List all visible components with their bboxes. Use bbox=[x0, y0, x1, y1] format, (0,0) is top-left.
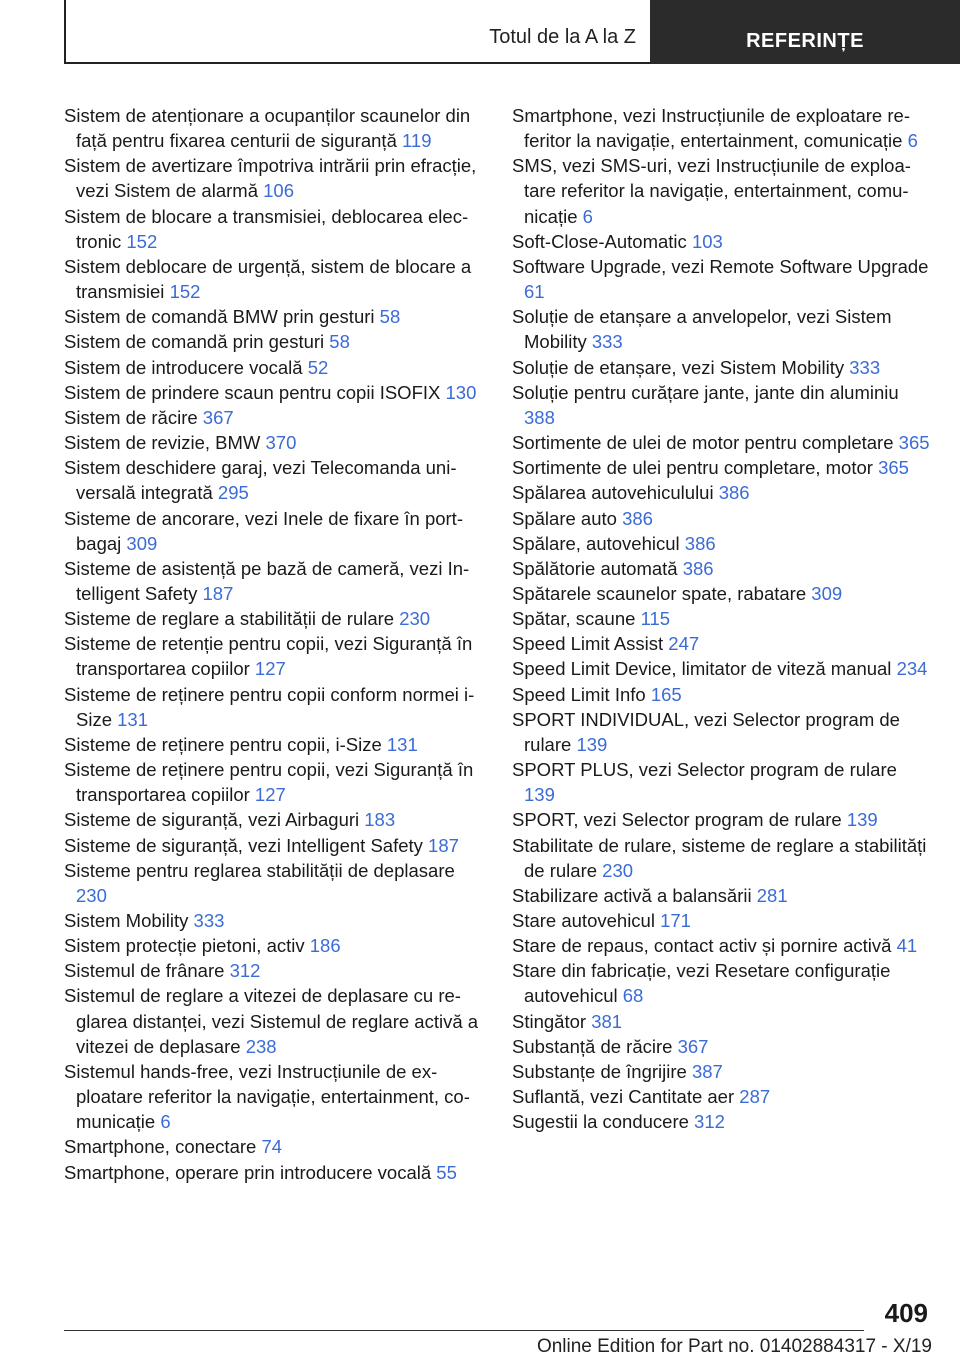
index-entry bbox=[64, 304, 484, 329]
page-reference-link[interactable]: 41 bbox=[896, 935, 918, 957]
page-reference-link[interactable]: 238 bbox=[245, 1035, 277, 1057]
page-reference-link[interactable]: 186 bbox=[309, 935, 341, 957]
page-reference-link[interactable]: 309 bbox=[126, 532, 158, 554]
index-term: Sisteme de reținere pentru copii, i-Size bbox=[64, 733, 382, 755]
index-entry bbox=[512, 682, 930, 707]
page-reference-link[interactable]: 61 bbox=[524, 281, 545, 303]
index-term: Sistem de atenționare a ocupanților scaunelor din față pentru fixarea centurii de siguranță bbox=[64, 105, 471, 152]
index-term: Sisteme de reglare a stabilității de rulare bbox=[64, 608, 395, 630]
page-reference-link[interactable]: 152 bbox=[126, 230, 158, 252]
page-reference-link[interactable]: 130 bbox=[445, 381, 477, 403]
index-term: Substanțe de îngrijire bbox=[512, 1060, 687, 1082]
index-entry bbox=[512, 807, 930, 832]
index-entry bbox=[512, 1009, 930, 1034]
index-entry bbox=[512, 355, 930, 380]
index-entry bbox=[64, 506, 484, 556]
page-reference-link[interactable]: 187 bbox=[428, 834, 459, 856]
index-entry bbox=[64, 606, 484, 631]
index-entry bbox=[512, 1034, 930, 1059]
index-entry bbox=[512, 933, 930, 958]
page-reference-link[interactable]: 6 bbox=[582, 205, 593, 227]
index-entry bbox=[64, 355, 484, 380]
index-entry bbox=[64, 757, 484, 807]
index-term: Sisteme pentru reglarea stabilității de deplasare bbox=[64, 859, 455, 881]
index-entry bbox=[64, 908, 484, 933]
page-reference-link[interactable]: 230 bbox=[602, 859, 634, 881]
page-reference-link[interactable]: 187 bbox=[202, 582, 234, 604]
index-entry bbox=[64, 380, 484, 405]
footer-edition: Online Edition for Part no. 01402884317 - X/19 bbox=[536, 1336, 932, 1357]
page-reference-link[interactable]: 139 bbox=[524, 784, 555, 806]
page-reference-link[interactable]: 74 bbox=[261, 1136, 283, 1158]
page-reference-link[interactable]: 387 bbox=[691, 1060, 723, 1082]
page-reference-link[interactable]: 370 bbox=[265, 432, 297, 454]
index-entry bbox=[512, 430, 930, 455]
page-reference-link[interactable]: 333 bbox=[591, 331, 623, 353]
page-reference-link[interactable]: 230 bbox=[399, 608, 431, 630]
index-term: Speed Limit Device, limitator de viteză manual bbox=[512, 658, 892, 680]
page-reference-link[interactable]: 106 bbox=[263, 180, 294, 202]
header-rule-left bbox=[64, 0, 66, 64]
page-reference-link[interactable]: 281 bbox=[756, 884, 788, 906]
index-entry bbox=[512, 506, 930, 531]
page-reference-link[interactable]: 103 bbox=[691, 230, 723, 252]
page-reference-link[interactable]: 386 bbox=[682, 557, 714, 579]
index-entry bbox=[512, 833, 930, 883]
index-entry bbox=[512, 908, 930, 933]
index-term: Sisteme de retenție pentru copii, vezi Siguranță în transportarea copiilor bbox=[64, 633, 473, 680]
index-term: Smartphone, conectare bbox=[64, 1136, 257, 1158]
index-entry bbox=[64, 958, 484, 983]
index-term: Stingător bbox=[512, 1010, 587, 1032]
index-entry bbox=[512, 103, 930, 153]
index-term: SPORT PLUS, vezi Selector program de rulare bbox=[512, 759, 897, 781]
page-reference-link[interactable]: 171 bbox=[660, 910, 691, 931]
index-term: Sistem de comandă prin gesturi bbox=[64, 331, 325, 353]
index-term: Smartphone, operare prin introducere vocală bbox=[64, 1161, 432, 1183]
index-term: Suflantă, vezi Cantitate aer bbox=[512, 1086, 735, 1108]
index-term: SPORT INDIVIDUAL, vezi Selector program de rulare bbox=[512, 708, 900, 755]
chapter-tab bbox=[650, 0, 960, 64]
index-term: Soft-Close-Automatic bbox=[512, 230, 687, 252]
index-entry bbox=[64, 1059, 484, 1134]
section-title: Totul de la A la Z bbox=[489, 26, 636, 48]
index-term: Soluție pentru curățare jante, jante din aluminiu bbox=[512, 381, 899, 403]
page-reference-link[interactable]: 131 bbox=[386, 733, 418, 755]
index-term: Sistem de comandă BMW prin gesturi bbox=[64, 306, 375, 328]
index-entry bbox=[512, 556, 930, 581]
index-term: Sistem Mobility bbox=[64, 910, 189, 931]
index-entry bbox=[512, 1084, 930, 1109]
page-reference-link[interactable]: 295 bbox=[217, 482, 249, 504]
index-term: Spălătorie automată bbox=[512, 557, 678, 579]
index-term: Spătar, scaune bbox=[512, 608, 636, 630]
index-entry bbox=[512, 480, 930, 505]
index-term: Spălare auto bbox=[512, 507, 617, 529]
index-entry bbox=[512, 707, 930, 757]
index-entry bbox=[64, 807, 484, 832]
page-reference-link[interactable]: 287 bbox=[739, 1086, 771, 1108]
index-term: Sistem protecție pietoni, activ bbox=[64, 935, 305, 957]
page-reference-link[interactable]: 119 bbox=[402, 130, 432, 152]
page-reference-link[interactable]: 312 bbox=[694, 1111, 725, 1133]
index-term: Sistem deblocare de urgență, sistem de blocare a transmisiei bbox=[64, 255, 472, 303]
index-term: Sisteme de siguranță, vezi Airbaguri bbox=[64, 809, 360, 831]
index-term: Stare de repaus, contact activ și pornire activă bbox=[512, 935, 892, 957]
index-entry bbox=[512, 606, 930, 631]
index-entry bbox=[64, 1134, 484, 1159]
index-entry bbox=[512, 1059, 930, 1084]
chapter-title: REFERINȚE bbox=[746, 29, 864, 52]
page-reference-link[interactable]: 127 bbox=[254, 784, 286, 806]
index-entry bbox=[512, 958, 930, 1008]
page-reference-link[interactable]: 365 bbox=[878, 457, 909, 479]
index-term: Stabilizare activă a balansării bbox=[512, 884, 752, 906]
index-term: SMS, vezi SMS-uri, vezi Instrucțiunile de exploatare referitor la navigație, entertainment, comunicație bbox=[512, 155, 911, 227]
page-reference-link[interactable]: 386 bbox=[622, 507, 653, 529]
index-term: Sortimente de ulei pentru completare, motor bbox=[512, 457, 873, 479]
page-reference-link[interactable]: 386 bbox=[718, 482, 750, 504]
page-reference-link[interactable]: 52 bbox=[307, 356, 329, 378]
page-reference-link[interactable]: 333 bbox=[193, 910, 225, 931]
index-term: Spătarele scaunelor spate, rabatare bbox=[512, 582, 807, 604]
index-entry bbox=[512, 757, 930, 807]
index-entry bbox=[64, 858, 484, 908]
index-term: Spălarea autovehiculului bbox=[512, 482, 714, 504]
index-term: Spălare, autovehicul bbox=[512, 532, 680, 554]
page-reference-link[interactable]: 312 bbox=[229, 960, 261, 982]
page-number: 409 bbox=[884, 1298, 928, 1328]
page-reference-link[interactable]: 152 bbox=[169, 281, 201, 303]
index-entry bbox=[512, 380, 930, 430]
index-term: Speed Limit Assist bbox=[512, 633, 664, 655]
page-reference-link[interactable]: 58 bbox=[379, 306, 401, 328]
index-term: Substanță de răcire bbox=[512, 1035, 673, 1057]
index-term: Sistem de blocare a transmisiei, deblocarea electronic bbox=[64, 205, 469, 252]
index-entry bbox=[512, 883, 930, 908]
page-reference-link[interactable]: 333 bbox=[849, 356, 881, 378]
index-entry bbox=[64, 254, 484, 304]
index-entry bbox=[64, 430, 484, 455]
index-term: Sisteme de siguranță, vezi Intelligent Safety bbox=[64, 834, 423, 856]
footer-rule bbox=[64, 1330, 864, 1331]
index-term: Sisteme de ancorare, vezi Inele de fixare în portbagaj bbox=[64, 507, 463, 554]
index-column-right bbox=[512, 103, 930, 1134]
index-term: Stabilitate de rulare, sisteme de reglare a stabilități de rulare bbox=[512, 834, 927, 881]
index-entry bbox=[512, 1109, 930, 1134]
index-term: Sistemul de frânare bbox=[64, 960, 225, 982]
index-entry bbox=[512, 229, 930, 254]
index-term: Sortimente de ulei de motor pentru completare bbox=[512, 432, 894, 454]
index-entry bbox=[512, 656, 930, 681]
index-term: SPORT, vezi Selector program de rulare bbox=[512, 809, 842, 831]
page-reference-link[interactable]: 139 bbox=[576, 733, 608, 755]
page-reference-link[interactable]: 230 bbox=[76, 884, 107, 906]
header-rule-bottom bbox=[64, 62, 650, 64]
index-term: Sistemul de reglare a vitezei de deplasare cu reglarea distanței, vezi Sistemul de reglare activă a vitezei de deplasare bbox=[64, 985, 479, 1057]
page-reference-link[interactable]: 386 bbox=[684, 532, 716, 554]
index-term: Smartphone, vezi Instrucțiunile de exploatare referitor la navigație, entertainment, comunicație bbox=[512, 105, 910, 152]
index-entry bbox=[64, 682, 484, 732]
index-term: Sistemul hands-free, vezi Instrucțiunile de exploatare referitor la navigație, entertainment, comunicație bbox=[64, 1060, 470, 1133]
index-entry bbox=[64, 732, 484, 757]
index-term: Sisteme de asistență pe bază de cameră, vezi Intelligent Safety bbox=[64, 557, 470, 604]
index-term: Speed Limit Info bbox=[512, 683, 646, 705]
index-column-left bbox=[64, 103, 484, 1185]
index-entry bbox=[512, 455, 930, 480]
index-entry bbox=[512, 531, 930, 556]
index-entry bbox=[64, 204, 484, 254]
page-reference-link[interactable]: 183 bbox=[364, 809, 396, 831]
page-reference-link[interactable]: 127 bbox=[254, 658, 286, 680]
index-entry bbox=[64, 556, 484, 606]
index-term: Sistem de răcire bbox=[64, 406, 198, 428]
index-term: Sugestii la conducere bbox=[512, 1111, 689, 1133]
page-reference-link[interactable]: 6 bbox=[160, 1111, 171, 1133]
index-term: Sistem de prindere scaun pentru copii ISOFIX bbox=[64, 381, 441, 403]
page-reference-link[interactable]: 68 bbox=[622, 985, 644, 1007]
page-reference-link[interactable]: 247 bbox=[668, 633, 700, 655]
index-term: Stare autovehicul bbox=[512, 910, 655, 931]
page-reference-link[interactable]: 234 bbox=[896, 658, 928, 680]
index-entry bbox=[64, 103, 484, 153]
index-term: Soluție de etanșare, vezi Sistem Mobility bbox=[512, 356, 845, 378]
index-entry bbox=[512, 254, 930, 304]
index-entry bbox=[64, 933, 484, 958]
page-reference-link[interactable]: 58 bbox=[329, 331, 350, 353]
page-reference-link[interactable]: 367 bbox=[677, 1035, 709, 1057]
index-entry bbox=[512, 581, 930, 606]
index-entry bbox=[64, 329, 484, 354]
page-reference-link[interactable]: 381 bbox=[591, 1010, 623, 1032]
index-entry bbox=[512, 631, 930, 656]
page-reference-link[interactable]: 115 bbox=[640, 608, 671, 630]
page-reference-link[interactable]: 165 bbox=[650, 683, 682, 705]
page-reference-link[interactable]: 367 bbox=[202, 406, 234, 428]
page-reference-link[interactable]: 139 bbox=[846, 809, 878, 831]
page-reference-link[interactable]: 365 bbox=[898, 432, 930, 454]
index-entry bbox=[64, 1160, 484, 1185]
index-entry bbox=[64, 153, 484, 203]
index-entry bbox=[64, 405, 484, 430]
index-term: Sisteme de reținere pentru copii conform normei i-Size bbox=[64, 683, 475, 730]
index-term: Software Upgrade, vezi Remote Software Upgrade bbox=[512, 255, 929, 277]
page-reference-link[interactable]: 309 bbox=[811, 582, 843, 604]
page-reference-link[interactable]: 6 bbox=[907, 130, 918, 152]
index-entry bbox=[64, 455, 484, 505]
index-term: Sistem de introducere vocală bbox=[64, 356, 303, 378]
index-entry bbox=[64, 833, 484, 858]
index-entry bbox=[64, 631, 484, 681]
page-reference-link[interactable]: 388 bbox=[524, 406, 555, 428]
index-entry bbox=[512, 304, 930, 354]
page-reference-link[interactable]: 131 bbox=[117, 708, 149, 730]
index-term: Sistem de avertizare împotriva intrării prin efracție, vezi Sistem de alarmă bbox=[64, 155, 477, 202]
index-term: Stare din fabricație, vezi Resetare configurație autovehicul bbox=[512, 960, 891, 1007]
index-term: Soluție de etanșare a anvelopelor, vezi Sistem Mobility bbox=[512, 306, 892, 353]
index-term: Sistem de revizie, BMW bbox=[64, 432, 261, 454]
index-entry bbox=[64, 983, 484, 1058]
index-term: Sisteme de reținere pentru copii, vezi Siguranță în transportarea copiilor bbox=[64, 759, 474, 806]
index-entry bbox=[512, 153, 930, 228]
index-term: Sistem deschidere garaj, vezi Telecomanda universală integrată bbox=[64, 457, 457, 504]
page-reference-link[interactable]: 55 bbox=[436, 1161, 457, 1183]
